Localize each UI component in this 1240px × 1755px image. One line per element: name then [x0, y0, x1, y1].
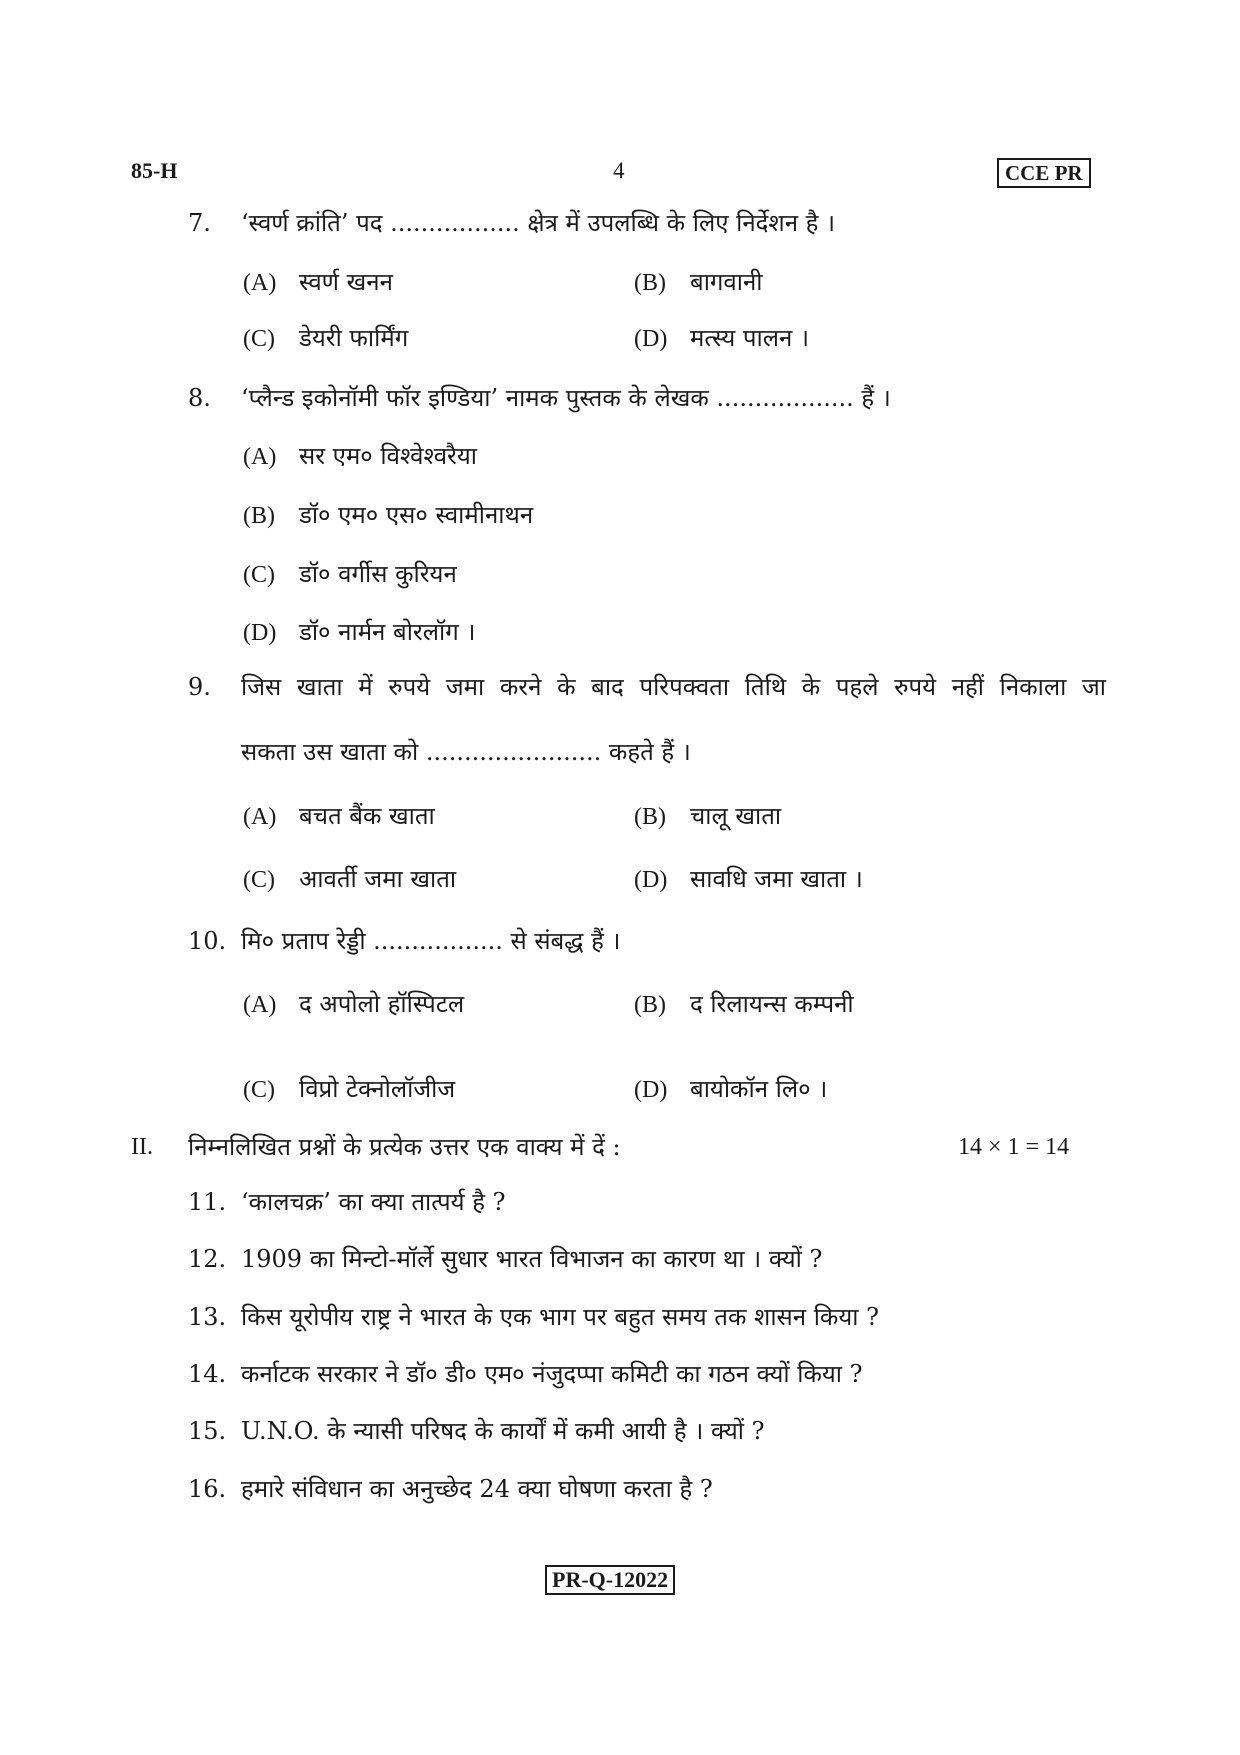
question-14: [188, 1358, 863, 1390]
question-9: [188, 671, 211, 703]
page-number: 4: [613, 158, 625, 183]
question-text-line-1: जिस खाता में रुपये जमा करने के बाद परिपक्वता तिथि के पहले रुपये नहीं निकाला जा: [241, 673, 1106, 701]
option-c: (C) विप्रो टेक्नोलॉजीज: [243, 1075, 456, 1103]
option-b: (B) द रिलायन्स कम्पनी: [634, 990, 854, 1018]
section-instruction: निम्नलिखित प्रश्नों के प्रत्येक उत्तर एक वाक्य में दें :: [188, 1133, 621, 1161]
question-text: मि० प्रताप रेड्डी ................. से संबद्ध हैं ।: [241, 927, 621, 955]
option-c: (C) डॉ० वर्गीस कुरियन: [243, 560, 457, 588]
question-number: 10.: [188, 927, 227, 955]
option-b: (B) डॉ० एम० एस० स्वामीनाथन: [243, 501, 534, 529]
question-number: 13.: [188, 1303, 227, 1331]
question-number: 16.: [188, 1475, 227, 1503]
option-d: (D) डॉ० नार्मन बोरलॉग ।: [243, 618, 476, 646]
question-number: 15.: [188, 1417, 227, 1445]
question-text: किस यूरोपीय राष्ट्र ने भारत के एक भाग पर बहुत समय तक शासन किया ?: [241, 1303, 879, 1331]
option-b: (B) चालू खाता: [634, 802, 782, 830]
option-a: (A) सर एम० विश्वेश्वरैया: [243, 442, 478, 470]
question-number: 7.: [188, 209, 211, 237]
question-text: हमारे संविधान का अनुच्छेद 24 क्या घोषणा करता है ?: [241, 1475, 713, 1503]
question-16: [188, 1473, 713, 1505]
option-a: (A) द अपोलो हॉस्पिटल: [243, 990, 465, 1018]
question-number: 11.: [188, 1188, 227, 1216]
option-d: (D) सावधि जमा खाता ।: [634, 865, 863, 893]
question-text: ‘कालचक्र’ का क्या तात्पर्य है ?: [241, 1188, 506, 1216]
question-text: U.N.O. के न्यासी परिषद के कार्यों में कमी आयी है । क्यों ?: [241, 1417, 765, 1445]
question-number: 8.: [188, 384, 211, 412]
option-b: (B) बागवानी: [634, 268, 763, 296]
question-number: 14.: [188, 1360, 227, 1388]
question-15: [188, 1415, 765, 1447]
question-text: ‘स्वर्ण क्रांति’ पद ................. क्षेत्र में उपलब्धि के लिए निर्देशन है ।: [241, 209, 836, 237]
question-10: [188, 925, 621, 957]
question-number: 12.: [188, 1245, 227, 1273]
question-text-line-2: सकता उस खाता को ....................... कहते हैं ।: [241, 738, 691, 766]
option-c: (C) डेयरी फार्मिंग: [243, 324, 409, 352]
option-d: (D) मत्स्य पालन ।: [634, 324, 810, 352]
option-c: (C) आवर्ती जमा खाता: [243, 865, 457, 893]
option-a: (A) स्वर्ण खनन: [243, 268, 393, 296]
footer-code-badge: PR-Q-12022: [545, 1565, 675, 1595]
section-marks: 14 × 1 = 14: [958, 1134, 1070, 1160]
option-d: (D) बायोकॉन लि० ।: [634, 1075, 828, 1103]
question-7: [188, 207, 836, 239]
section-numeral: II.: [131, 1134, 153, 1160]
question-8: [188, 382, 891, 414]
question-number: 9.: [188, 673, 211, 701]
exam-type-badge: CCE PR: [997, 158, 1091, 188]
paper-code: 85-H: [131, 158, 178, 183]
question-12: [188, 1243, 823, 1275]
question-text: ‘प्लैन्ड इकोनॉमी फॉर इण्डिया’ नामक पुस्तक के लेखक .................. हैं ।: [241, 384, 891, 412]
question-text: कर्नाटक सरकार ने डॉ० डी० एम० नंजुदप्पा कमिटी का गठन क्यों किया ?: [241, 1360, 863, 1388]
question-11: [188, 1186, 506, 1218]
question-13: [188, 1301, 879, 1333]
question-text: 1909 का मिन्टो-मॉर्ले सुधार भारत विभाजन का कारण था । क्यों ?: [241, 1245, 823, 1273]
option-a: (A) बचत बैंक खाता: [243, 802, 435, 830]
